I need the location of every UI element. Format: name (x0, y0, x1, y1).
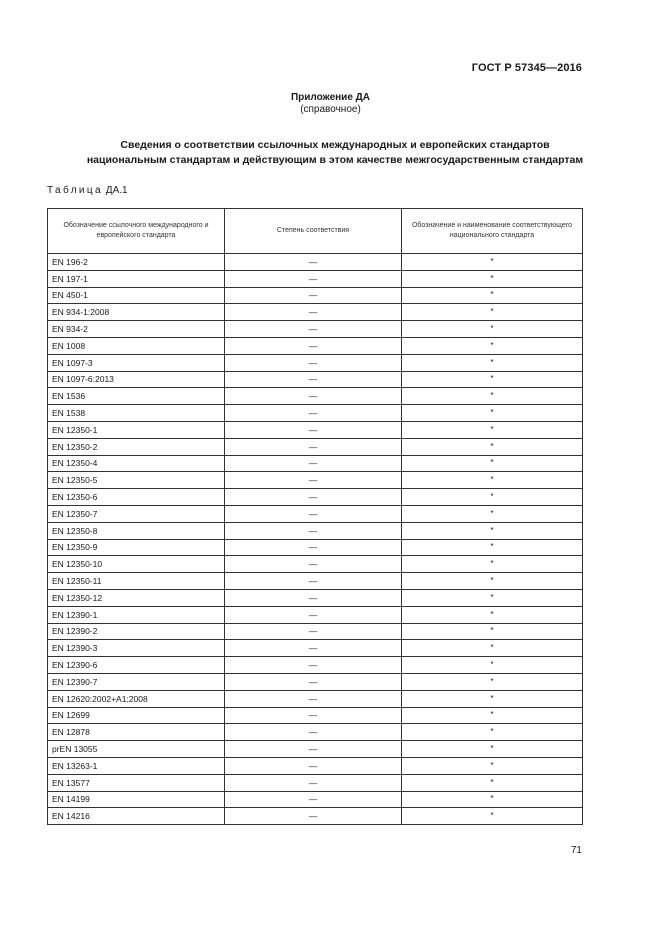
cell-reference-standard: EN 12620:2002+A1:2008 (48, 690, 225, 707)
cell-degree-of-correspondence: — (225, 371, 402, 388)
cell-degree-of-correspondence: — (225, 640, 402, 657)
cell-degree-of-correspondence: — (225, 438, 402, 455)
table-row (48, 489, 583, 506)
page-number: 71 (570, 845, 582, 856)
cell-national-standard: * (402, 690, 583, 707)
cell-reference-standard: EN 196-2 (48, 254, 225, 271)
cell-reference-standard: EN 12390-1 (48, 606, 225, 623)
cell-national-standard: * (402, 673, 583, 690)
cell-reference-standard: EN 14216 (48, 808, 225, 825)
table-body (48, 254, 583, 825)
table-row (48, 623, 583, 640)
cell-degree-of-correspondence: — (225, 606, 402, 623)
cell-degree-of-correspondence: — (225, 270, 402, 287)
cell-reference-standard: EN 12350-4 (48, 455, 225, 472)
table-row (48, 388, 583, 405)
cell-reference-standard: EN 12350-2 (48, 438, 225, 455)
cell-national-standard: * (402, 354, 583, 371)
cell-national-standard: * (402, 405, 583, 422)
table-header-row (48, 209, 583, 254)
cell-reference-standard: EN 12350-5 (48, 472, 225, 489)
cell-reference-standard: EN 1538 (48, 405, 225, 422)
cell-degree-of-correspondence: — (225, 589, 402, 606)
table-row (48, 438, 583, 455)
cell-reference-standard: EN 1008 (48, 337, 225, 354)
cell-national-standard: * (402, 774, 583, 791)
table-row (48, 741, 583, 758)
table-row (48, 455, 583, 472)
table-row (48, 573, 583, 590)
table-row (48, 724, 583, 741)
cell-national-standard: * (402, 657, 583, 674)
cell-national-standard: * (402, 707, 583, 724)
cell-national-standard: * (402, 489, 583, 506)
cell-national-standard: * (402, 589, 583, 606)
cell-degree-of-correspondence: — (225, 623, 402, 640)
cell-national-standard: * (402, 270, 583, 287)
cell-reference-standard: prEN 13055 (48, 741, 225, 758)
cell-national-standard: * (402, 304, 583, 321)
table-row (48, 371, 583, 388)
cell-degree-of-correspondence: — (225, 741, 402, 758)
table-row (48, 321, 583, 338)
cell-national-standard: * (402, 606, 583, 623)
cell-reference-standard: EN 12350-1 (48, 421, 225, 438)
document-id: ГОСТ Р 57345—2016 (471, 62, 582, 74)
cell-degree-of-correspondence: — (225, 539, 402, 556)
cell-degree-of-correspondence: — (225, 489, 402, 506)
cell-reference-standard: EN 13263-1 (48, 757, 225, 774)
cell-reference-standard: EN 1536 (48, 388, 225, 405)
table-row (48, 774, 583, 791)
cell-national-standard: * (402, 757, 583, 774)
cell-degree-of-correspondence: — (225, 505, 402, 522)
table-caption-number: ДА.1 (105, 185, 128, 196)
cell-reference-standard: EN 12350-9 (48, 539, 225, 556)
cell-reference-standard: EN 12350-8 (48, 522, 225, 539)
table-row (48, 657, 583, 674)
cell-national-standard: * (402, 808, 583, 825)
cell-reference-standard: EN 12350-12 (48, 589, 225, 606)
cell-national-standard: * (402, 522, 583, 539)
cell-reference-standard: EN 1097-6:2013 (48, 371, 225, 388)
cell-reference-standard: EN 1097-3 (48, 354, 225, 371)
cell-degree-of-correspondence: — (225, 287, 402, 304)
table-row (48, 287, 583, 304)
cell-national-standard: * (402, 791, 583, 808)
cell-degree-of-correspondence: — (225, 337, 402, 354)
table-row (48, 254, 583, 271)
cell-national-standard: * (402, 455, 583, 472)
cell-degree-of-correspondence: — (225, 724, 402, 741)
cell-national-standard: * (402, 556, 583, 573)
cell-national-standard: * (402, 337, 583, 354)
table-row (48, 522, 583, 539)
cell-national-standard: * (402, 741, 583, 758)
appendix-label: Приложение ДА (290, 92, 371, 103)
cell-national-standard: * (402, 421, 583, 438)
table-row (48, 472, 583, 489)
cell-reference-standard: EN 12390-7 (48, 673, 225, 690)
appendix-type: (справочное) (300, 104, 361, 115)
cell-national-standard: * (402, 505, 583, 522)
table-row (48, 791, 583, 808)
table-row (48, 757, 583, 774)
cell-degree-of-correspondence: — (225, 304, 402, 321)
table-row (48, 640, 583, 657)
cell-degree-of-correspondence: — (225, 707, 402, 724)
section-heading (40, 138, 630, 168)
header-reference-standard: Обозначение ссылочного международного и европейского стандарта (48, 209, 225, 254)
cell-degree-of-correspondence: — (225, 388, 402, 405)
cell-national-standard: * (402, 321, 583, 338)
cell-reference-standard: EN 12390-6 (48, 657, 225, 674)
cell-national-standard: * (402, 438, 583, 455)
cell-national-standard: * (402, 724, 583, 741)
header-national-standard: Обозначение и наименование соответствующего национального стандарта (402, 209, 583, 254)
cell-degree-of-correspondence: — (225, 421, 402, 438)
cell-reference-standard: EN 12699 (48, 707, 225, 724)
cell-degree-of-correspondence: — (225, 455, 402, 472)
cell-reference-standard: EN 12350-6 (48, 489, 225, 506)
cell-national-standard: * (402, 472, 583, 489)
cell-reference-standard: EN 934-1:2008 (48, 304, 225, 321)
table-row (48, 707, 583, 724)
heading-line-2: национальным стандартам и действующим в этом качестве межгосударственным стандартам (86, 154, 584, 166)
table-caption-word: Таблица (47, 185, 104, 196)
cell-reference-standard: EN 12350-7 (48, 505, 225, 522)
table-row (48, 673, 583, 690)
cell-degree-of-correspondence: — (225, 254, 402, 271)
cell-degree-of-correspondence: — (225, 791, 402, 808)
cell-degree-of-correspondence: — (225, 808, 402, 825)
table-caption (47, 185, 128, 196)
cell-national-standard: * (402, 254, 583, 271)
cell-reference-standard: EN 197-1 (48, 270, 225, 287)
cell-degree-of-correspondence: — (225, 556, 402, 573)
table-row (48, 405, 583, 422)
table-row (48, 505, 583, 522)
table-row (48, 556, 583, 573)
header-degree-of-correspondence: Степень соответствия (225, 209, 402, 254)
table-row (48, 304, 583, 321)
table-row (48, 421, 583, 438)
cell-degree-of-correspondence: — (225, 472, 402, 489)
cell-degree-of-correspondence: — (225, 321, 402, 338)
cell-national-standard: * (402, 371, 583, 388)
cell-national-standard: * (402, 623, 583, 640)
cell-reference-standard: EN 12350-11 (48, 573, 225, 590)
cell-reference-standard: EN 14199 (48, 791, 225, 808)
cell-national-standard: * (402, 573, 583, 590)
correspondence-table (47, 208, 583, 825)
cell-reference-standard: EN 934-2 (48, 321, 225, 338)
cell-reference-standard: EN 12390-3 (48, 640, 225, 657)
appendix-title (0, 92, 661, 116)
cell-degree-of-correspondence: — (225, 673, 402, 690)
table-row (48, 606, 583, 623)
cell-national-standard: * (402, 287, 583, 304)
table-row (48, 539, 583, 556)
cell-degree-of-correspondence: — (225, 354, 402, 371)
table-row (48, 354, 583, 371)
table-row (48, 690, 583, 707)
table-row (48, 270, 583, 287)
table-row (48, 589, 583, 606)
cell-degree-of-correspondence: — (225, 405, 402, 422)
cell-degree-of-correspondence: — (225, 657, 402, 674)
table-row (48, 337, 583, 354)
cell-reference-standard: EN 12878 (48, 724, 225, 741)
cell-national-standard: * (402, 640, 583, 657)
cell-degree-of-correspondence: — (225, 573, 402, 590)
cell-national-standard: * (402, 539, 583, 556)
table-row (48, 808, 583, 825)
cell-degree-of-correspondence: — (225, 757, 402, 774)
cell-reference-standard: EN 12350-10 (48, 556, 225, 573)
cell-degree-of-correspondence: — (225, 522, 402, 539)
cell-reference-standard: EN 12390-2 (48, 623, 225, 640)
cell-national-standard: * (402, 388, 583, 405)
cell-reference-standard: EN 13577 (48, 774, 225, 791)
cell-degree-of-correspondence: — (225, 690, 402, 707)
heading-line-1: Сведения о соответствии ссылочных международных и европейских стандартов (120, 139, 550, 151)
cell-degree-of-correspondence: — (225, 774, 402, 791)
cell-reference-standard: EN 450-1 (48, 287, 225, 304)
